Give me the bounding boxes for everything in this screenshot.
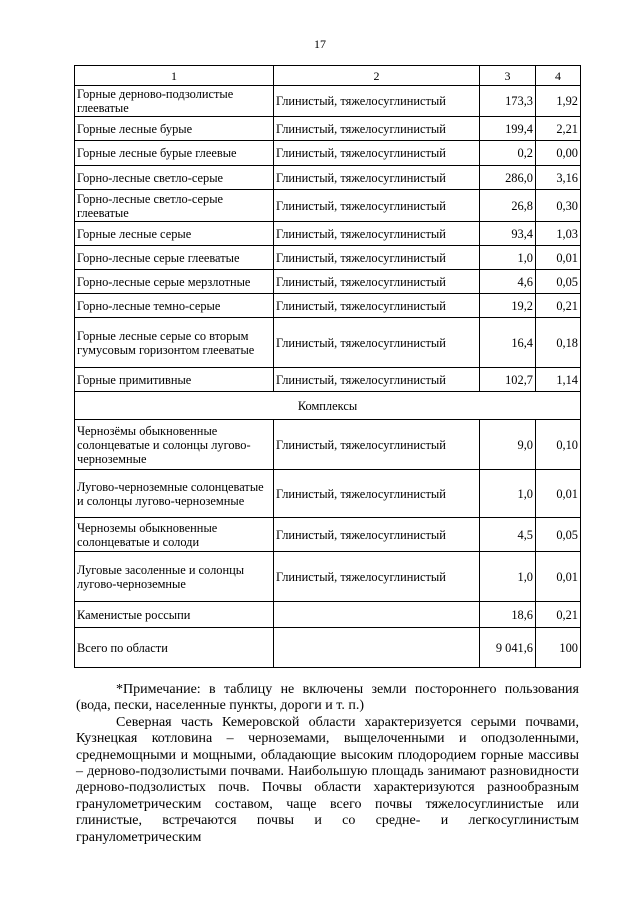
texture-cell: Глинистый, тяжелосуглинистый bbox=[274, 518, 480, 552]
texture-cell: Глинистый, тяжелосуглинистый bbox=[274, 318, 480, 368]
soil-name-cell: Луговые засоленные и солонцы лугово-черноземные bbox=[75, 552, 274, 602]
percent-cell: 2,21 bbox=[536, 117, 581, 141]
soil-name-cell: Горно-лесные темно-серые bbox=[75, 294, 274, 318]
soil-name-cell: Горные дерново-подзолистые глееватые bbox=[75, 86, 274, 117]
soil-name-cell: Горные лесные серые со вторым гумусовым горизонтом глееватые bbox=[75, 318, 274, 368]
soil-name-cell: Горно-лесные серые глееватые bbox=[75, 246, 274, 270]
column-header: 3 bbox=[480, 66, 536, 86]
percent-cell: 0,21 bbox=[536, 602, 581, 628]
texture-cell: Глинистый, тяжелосуглинистый bbox=[274, 141, 480, 166]
table-row bbox=[75, 552, 581, 602]
texture-cell bbox=[274, 628, 480, 668]
area-cell: 9 041,6 bbox=[480, 628, 536, 668]
table-row bbox=[75, 270, 581, 294]
area-cell: 0,2 bbox=[480, 141, 536, 166]
table-note: *Примечание: в таблицу не включены земли постороннего пользования (вода, пески, населенные пункты, дороги и т. п.) bbox=[76, 682, 579, 714]
percent-cell: 0,01 bbox=[536, 470, 581, 518]
texture-cell: Глинистый, тяжелосуглинистый bbox=[274, 420, 480, 470]
table-row bbox=[75, 420, 581, 470]
texture-cell: Глинистый, тяжелосуглинистый bbox=[274, 294, 480, 318]
table-row bbox=[75, 470, 581, 518]
percent-cell: 100 bbox=[536, 628, 581, 668]
area-cell: 18,6 bbox=[480, 602, 536, 628]
section-row bbox=[75, 392, 581, 420]
percent-cell: 0,10 bbox=[536, 420, 581, 470]
percent-cell: 0,21 bbox=[536, 294, 581, 318]
area-cell: 1,0 bbox=[480, 246, 536, 270]
percent-cell: 0,01 bbox=[536, 552, 581, 602]
texture-cell: Глинистый, тяжелосуглинистый bbox=[274, 470, 480, 518]
soil-name-cell: Каменистые россыпи bbox=[75, 602, 274, 628]
table-row bbox=[75, 117, 581, 141]
soil-name-cell: Лугово-черноземные солонцеватые и солонцы лугово-черноземные bbox=[75, 470, 274, 518]
soil-name-cell: Горные лесные бурые bbox=[75, 117, 274, 141]
texture-cell bbox=[274, 602, 480, 628]
area-cell: 1,0 bbox=[480, 552, 536, 602]
texture-cell: Глинистый, тяжелосуглинистый bbox=[274, 190, 480, 222]
texture-cell: Глинистый, тяжелосуглинистый bbox=[274, 117, 480, 141]
table-row bbox=[75, 86, 581, 117]
page-number: 17 bbox=[314, 37, 326, 51]
table-row bbox=[75, 246, 581, 270]
area-cell: 1,0 bbox=[480, 470, 536, 518]
area-cell: 19,2 bbox=[480, 294, 536, 318]
soil-name-cell: Горные примитивные bbox=[75, 368, 274, 392]
percent-cell: 0,30 bbox=[536, 190, 581, 222]
percent-cell: 0,00 bbox=[536, 141, 581, 166]
table-row bbox=[75, 141, 581, 166]
texture-cell: Глинистый, тяжелосуглинистый bbox=[274, 270, 480, 294]
table-row bbox=[75, 166, 581, 190]
table-row bbox=[75, 222, 581, 246]
section-label: Комплексы bbox=[75, 392, 581, 420]
soil-name-cell: Всего по области bbox=[75, 628, 274, 668]
percent-cell: 1,03 bbox=[536, 222, 581, 246]
soil-name-cell: Горно-лесные серые мерзлотные bbox=[75, 270, 274, 294]
area-cell: 16,4 bbox=[480, 318, 536, 368]
area-cell: 9,0 bbox=[480, 420, 536, 470]
area-cell: 173,3 bbox=[480, 86, 536, 117]
area-cell: 26,8 bbox=[480, 190, 536, 222]
area-cell: 199,4 bbox=[480, 117, 536, 141]
column-header: 1 bbox=[75, 66, 274, 86]
table-row bbox=[75, 518, 581, 552]
area-cell: 4,6 bbox=[480, 270, 536, 294]
texture-cell: Глинистый, тяжелосуглинистый bbox=[274, 246, 480, 270]
percent-cell: 0,05 bbox=[536, 518, 581, 552]
table-row bbox=[75, 368, 581, 392]
soil-name-cell: Горные лесные бурые глеевые bbox=[75, 141, 274, 166]
soil-name-cell: Горно-лесные светло-серые глееватые bbox=[75, 190, 274, 222]
column-header: 2 bbox=[274, 66, 480, 86]
percent-cell: 0,18 bbox=[536, 318, 581, 368]
area-cell: 4,5 bbox=[480, 518, 536, 552]
notes-block bbox=[76, 682, 579, 846]
soil-name-cell: Горно-лесные светло-серые bbox=[75, 166, 274, 190]
area-cell: 102,7 bbox=[480, 368, 536, 392]
table-row bbox=[75, 602, 581, 628]
percent-cell: 0,05 bbox=[536, 270, 581, 294]
percent-cell: 3,16 bbox=[536, 166, 581, 190]
texture-cell: Глинистый, тяжелосуглинистый bbox=[274, 166, 480, 190]
texture-cell: Глинистый, тяжелосуглинистый bbox=[274, 368, 480, 392]
soil-name-cell: Чернозёмы обыкновенные солонцеватые и солонцы лугово-черноземные bbox=[75, 420, 274, 470]
percent-cell: 1,14 bbox=[536, 368, 581, 392]
table-header-row bbox=[75, 66, 581, 86]
texture-cell: Глинистый, тяжелосуглинистый bbox=[274, 222, 480, 246]
area-cell: 93,4 bbox=[480, 222, 536, 246]
soil-name-cell: Черноземы обыкновенные солонцеватые и солоди bbox=[75, 518, 274, 552]
table-row bbox=[75, 294, 581, 318]
percent-cell: 1,92 bbox=[536, 86, 581, 117]
column-header: 4 bbox=[536, 66, 581, 86]
percent-cell: 0,01 bbox=[536, 246, 581, 270]
body-paragraph: Северная часть Кемеровской области характеризуется серыми почвами, Кузнецкая котловина – черноземами, выщелоченными и оподзоленными, среднемощными и мощными, обладающие высоким плодородием горные массивы – дерново-подзолистыми почвами. Наибольшую площадь занимают разновидности дерново-подзолистых почв. Почвы области характеризуются разнообразным гранулометрическим составом, чаще всего почвы тяжелосуглинистые или глинистые, встречаются почвы и со средне- и легкосуглинистым гранулометрическим bbox=[76, 714, 579, 845]
table-row bbox=[75, 190, 581, 222]
texture-cell: Глинистый, тяжелосуглинистый bbox=[274, 86, 480, 117]
table-row bbox=[75, 318, 581, 368]
texture-cell: Глинистый, тяжелосуглинистый bbox=[274, 552, 480, 602]
area-cell: 286,0 bbox=[480, 166, 536, 190]
table-row bbox=[75, 628, 581, 668]
soil-name-cell: Горные лесные серые bbox=[75, 222, 274, 246]
soil-table bbox=[74, 65, 581, 668]
